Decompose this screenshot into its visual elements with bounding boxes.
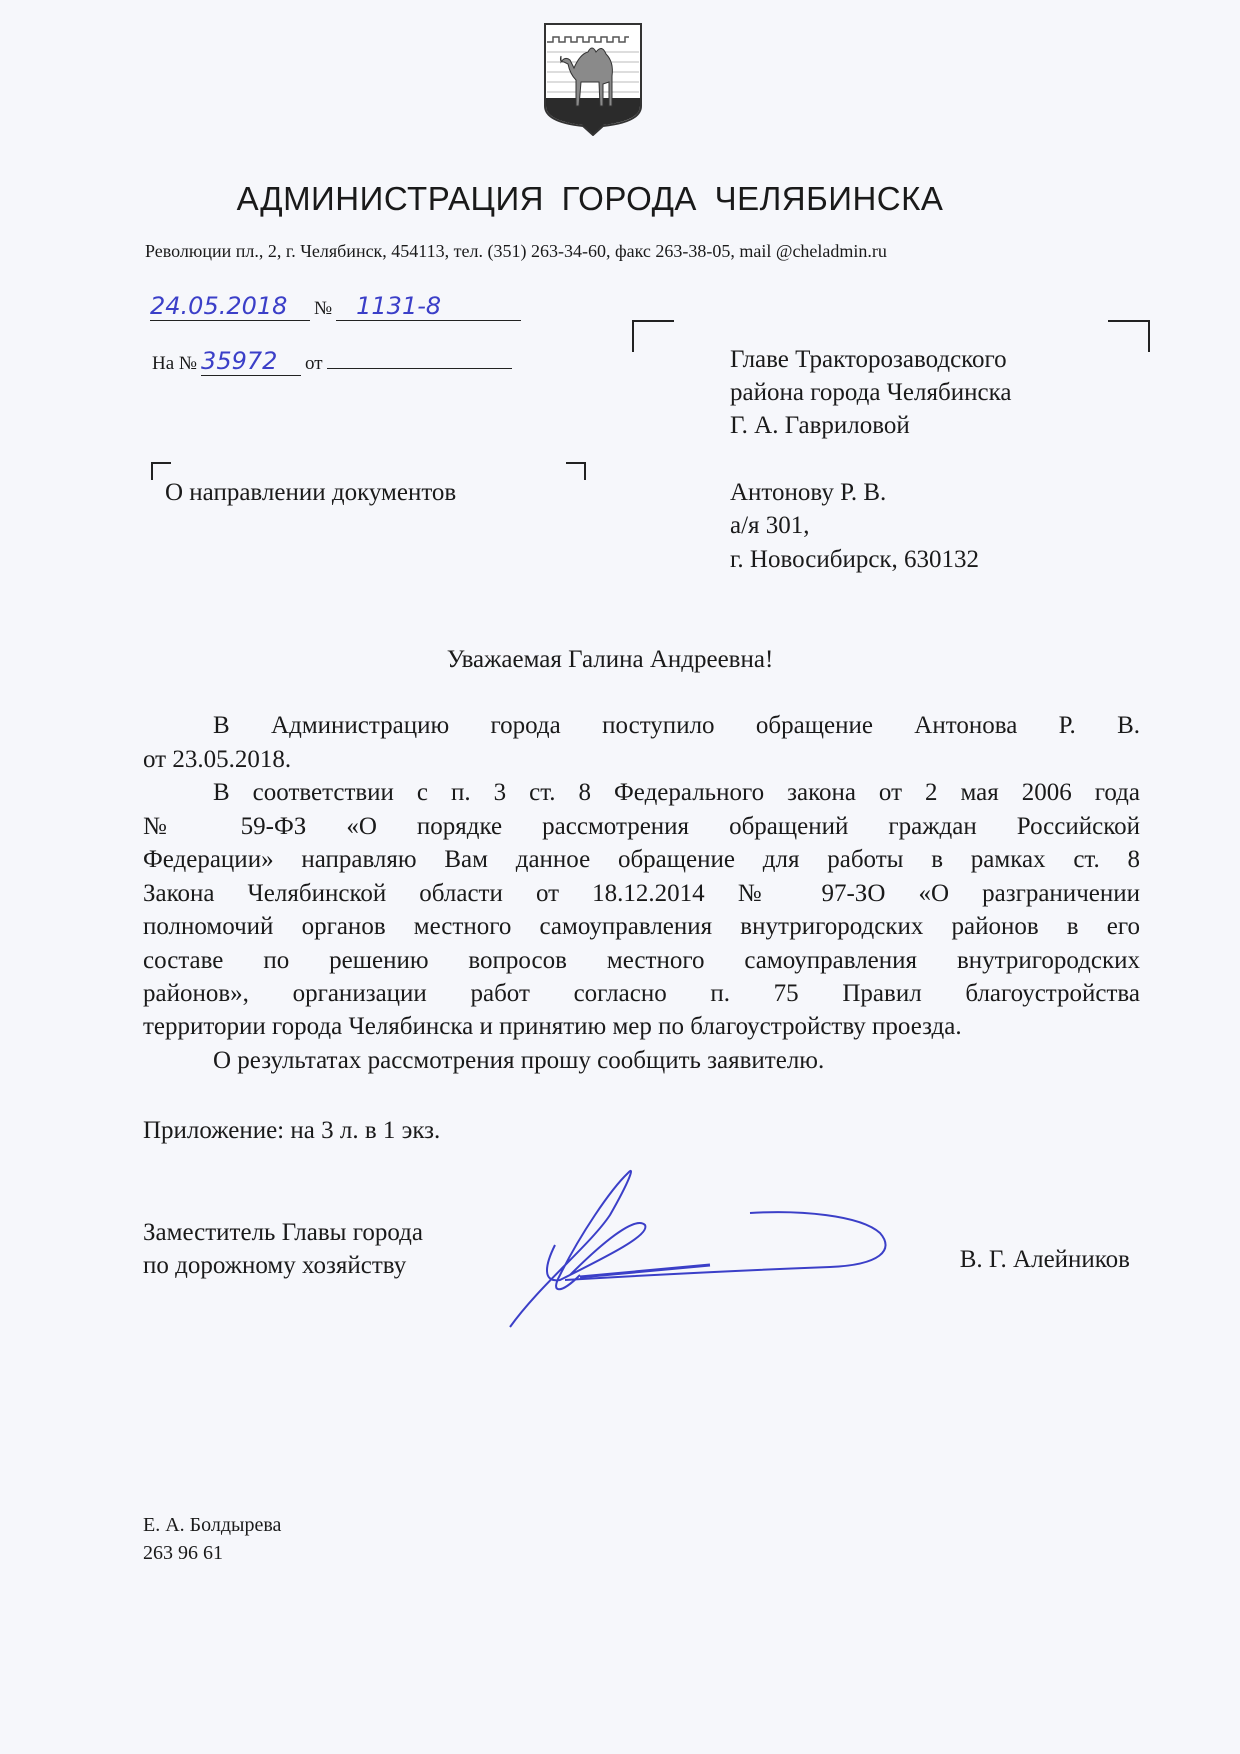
reply-label: На № — [152, 353, 198, 374]
signatory-position: по дорожному хозяйству — [143, 1252, 407, 1279]
body-line: № 59-ФЗ «О порядке рассмотрения обращений граждан Российской — [143, 813, 1140, 840]
reply-line — [152, 346, 512, 376]
handwritten-signature — [500, 1165, 1000, 1340]
attachment-note: Приложение: на 3 л. в 1 экз. — [143, 1117, 441, 1144]
registration-line — [150, 292, 521, 321]
address-corner-right — [1108, 320, 1150, 352]
body-line: О результатах рассмотрения прошу сообщить заявителю. — [213, 1047, 825, 1074]
body-line: районов», организации работ согласно п. 75 Правил благоустройства — [143, 980, 1140, 1007]
signatory-name: В. Г. Алейников — [959, 1246, 1130, 1273]
body-line: В соответствии с п. 3 ст. 8 Федерального закона от 2 мая 2006 года — [213, 779, 1140, 806]
from-label: от — [305, 353, 323, 374]
body-line: В Администрацию города поступило обращение Антонова Р. В. — [213, 712, 1140, 739]
organization-title: АДМИНИСТРАЦИЯ ГОРОДА ЧЕЛЯБИНСКА — [236, 180, 944, 217]
executor-name: Е. А. Болдырева — [143, 1514, 282, 1536]
subject-corner-right — [566, 462, 586, 480]
executor-phone: 263 96 61 — [143, 1542, 223, 1564]
coat-of-arms-emblem — [543, 22, 643, 136]
registration-number: 1131-8 — [336, 292, 521, 321]
signatory-position: Заместитель Главы города — [143, 1219, 423, 1246]
body-line: от 23.05.2018. — [143, 746, 292, 773]
body-line: составе по решению вопросов местного самоуправления внутригородских — [143, 947, 1140, 974]
subject: О направлении документов — [165, 479, 457, 506]
recipient-line: Г. А. Гавриловой — [730, 412, 910, 439]
greeting: Уважаемая Галина Андреевна! — [446, 646, 774, 673]
body-line: полномочий органов местного самоуправления внутригородских районов в его — [143, 913, 1140, 940]
number-label: № — [314, 298, 333, 319]
from-date-field — [327, 346, 512, 369]
organization-address: Революции пл., 2, г. Челябинск, 454113, тел. (351) 263-34-60, факс 263-38-05, mail @cheladmin.ru — [145, 241, 887, 261]
body-line: территории города Челябинска и принятию мер по благоустройству проезда. — [143, 1013, 962, 1040]
copy-recipient-line: г. Новосибирск, 630132 — [730, 546, 980, 573]
recipient-line: Главе Тракторозаводского — [730, 346, 1007, 373]
body-line: Федерации» направляю Вам данное обращение для работы в рамках ст. 8 — [143, 846, 1140, 873]
reply-number: 35972 — [201, 347, 301, 376]
registration-date: 24.05.2018 — [150, 292, 310, 321]
copy-recipient-line: а/я 301, — [730, 512, 810, 539]
copy-recipient-line: Антонову Р. В. — [730, 479, 887, 506]
address-corner-left — [632, 320, 674, 352]
body-line: Закона Челябинской области от 18.12.2014 № 97-ЗО «О разграничении — [143, 880, 1140, 907]
recipient-line: района города Челябинска — [730, 379, 1012, 406]
